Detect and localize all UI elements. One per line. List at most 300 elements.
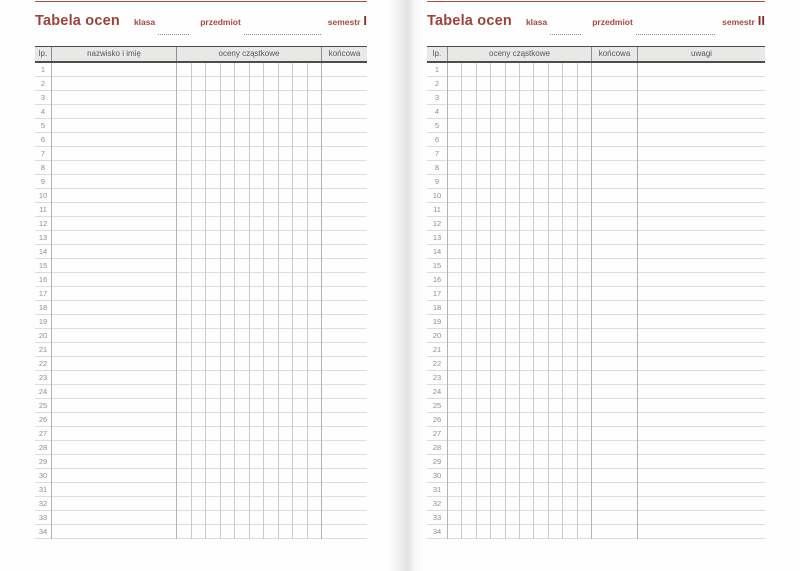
grid-cell	[578, 525, 591, 539]
grid-cell	[177, 119, 191, 133]
grid-cell	[592, 497, 637, 511]
grid-cell	[462, 161, 475, 175]
grid-cell	[221, 133, 235, 147]
grid-cell	[520, 469, 533, 483]
grid-cell	[308, 511, 322, 525]
grade-subcolumn	[292, 63, 307, 539]
grid-cell	[592, 147, 637, 161]
grid-cell	[638, 273, 765, 287]
grid-cell	[264, 413, 278, 427]
grade-subcolumn	[307, 63, 322, 539]
grid-cell	[592, 217, 637, 231]
row-number-cell: 17	[35, 287, 51, 301]
grid-cell	[264, 357, 278, 371]
grade-subcolumn	[505, 63, 519, 539]
row-number-cell: 34	[427, 525, 447, 539]
grade-subcolumn	[490, 63, 504, 539]
grid-cell	[177, 427, 191, 441]
grid-cell	[235, 133, 249, 147]
page-left	[35, 0, 367, 571]
grid-cell	[506, 301, 519, 315]
grid-cell	[192, 343, 206, 357]
grid-cell	[462, 217, 475, 231]
row-number-cell: 1	[35, 63, 51, 77]
grid-cell	[279, 245, 293, 259]
grid-cell	[638, 77, 765, 91]
row-number-cell: 28	[427, 441, 447, 455]
grid-cell	[448, 469, 461, 483]
page-title: Tabela ocen	[35, 13, 120, 29]
grid-cell	[638, 385, 765, 399]
grid-cell	[264, 217, 278, 231]
grid-cell	[52, 441, 176, 455]
grid-cell	[563, 301, 576, 315]
grid-cell	[221, 245, 235, 259]
grid-cell	[578, 469, 591, 483]
grid-cell	[177, 259, 191, 273]
grid-cell	[279, 105, 293, 119]
grid-cell	[520, 343, 533, 357]
grid-cell	[506, 161, 519, 175]
grid-cell	[308, 287, 322, 301]
grid-cell	[563, 329, 576, 343]
grid-cell	[192, 119, 206, 133]
grade-subcolumn	[205, 63, 220, 539]
grid-cell	[221, 357, 235, 371]
grid-cell	[235, 525, 249, 539]
grid-cell	[264, 273, 278, 287]
grid-cell	[52, 371, 176, 385]
grid-cell	[308, 315, 322, 329]
column-name	[51, 63, 176, 539]
grid-cell	[52, 427, 176, 441]
grid-cell	[506, 105, 519, 119]
grid-cell	[520, 105, 533, 119]
grid-cell	[52, 105, 176, 119]
grid-cell	[308, 77, 322, 91]
grid-cell	[221, 385, 235, 399]
grid-cell	[177, 511, 191, 525]
grid-cell	[308, 525, 322, 539]
grid-cell	[322, 189, 367, 203]
grid-cell	[534, 413, 547, 427]
grid-cell	[563, 105, 576, 119]
grid-cell	[279, 287, 293, 301]
grid-cell	[235, 413, 249, 427]
grid-cell	[206, 441, 220, 455]
row-number-cell: 25	[427, 399, 447, 413]
grid-cell	[638, 175, 765, 189]
grid-cell	[549, 119, 562, 133]
grid-cell	[250, 91, 264, 105]
grid-cell	[448, 343, 461, 357]
grid-cell	[293, 259, 307, 273]
grade-subcolumn	[177, 63, 191, 539]
grid-cell	[308, 301, 322, 315]
grid-cell	[293, 147, 307, 161]
grid-cell	[491, 371, 504, 385]
grid-cell	[250, 273, 264, 287]
grid-cell	[592, 105, 637, 119]
grid-cell	[477, 441, 490, 455]
grid-cell	[264, 525, 278, 539]
grid-cell	[563, 175, 576, 189]
grid-cell	[462, 371, 475, 385]
grid-cell	[462, 259, 475, 273]
grid-cell	[506, 371, 519, 385]
grid-cell	[221, 161, 235, 175]
grid-cell	[462, 315, 475, 329]
grid-cell	[192, 91, 206, 105]
grid-cell	[322, 455, 367, 469]
grid-cell	[448, 301, 461, 315]
grid-cell	[52, 525, 176, 539]
grid-cell	[563, 203, 576, 217]
grid-cell	[549, 497, 562, 511]
grid-cell	[462, 287, 475, 301]
grid-cell	[250, 147, 264, 161]
grid-cell	[52, 385, 176, 399]
grid-cell	[491, 301, 504, 315]
grid-cell	[477, 427, 490, 441]
grid-cell	[638, 511, 765, 525]
grid-cell	[506, 133, 519, 147]
grid-cell	[638, 525, 765, 539]
grid-cell	[322, 399, 367, 413]
grid-cell	[638, 427, 765, 441]
grid-cell	[549, 133, 562, 147]
grid-cell	[221, 189, 235, 203]
grid-cell	[221, 343, 235, 357]
grid-cell	[462, 497, 475, 511]
grid-cell	[563, 483, 576, 497]
row-number-cell: 30	[427, 469, 447, 483]
grid-cell	[477, 413, 490, 427]
grid-cell	[52, 217, 176, 231]
grid-cell	[206, 315, 220, 329]
grid-cell	[308, 371, 322, 385]
grid-cell	[221, 511, 235, 525]
grid-cell	[52, 287, 176, 301]
grid-cell	[520, 217, 533, 231]
grid-cell	[192, 245, 206, 259]
grid-cell	[177, 343, 191, 357]
class-label: klasa	[525, 17, 548, 27]
grid-cell	[506, 343, 519, 357]
grid-cell	[308, 203, 322, 217]
grid-cell	[322, 273, 367, 287]
grid-cell	[462, 77, 475, 91]
grid-cell	[250, 245, 264, 259]
grade-subcolumn	[249, 63, 264, 539]
grid-cell	[477, 371, 490, 385]
grid-cell	[308, 63, 322, 77]
grid-cell	[206, 175, 220, 189]
grid-cell	[578, 329, 591, 343]
grid-cell	[206, 203, 220, 217]
grid-cell	[221, 231, 235, 245]
grid-cell	[578, 161, 591, 175]
grid-cell	[52, 231, 176, 245]
grid-cell	[563, 119, 576, 133]
grid-cell	[206, 119, 220, 133]
grade-subcolumn	[519, 63, 533, 539]
grid-cell	[549, 385, 562, 399]
grid-cell	[592, 427, 637, 441]
grid-cell	[534, 287, 547, 301]
grid-cell	[52, 483, 176, 497]
semester-numeral: I	[363, 13, 367, 28]
grid-cell	[638, 161, 765, 175]
grid-cell	[322, 119, 367, 133]
grid-cell	[491, 119, 504, 133]
grid-cell	[520, 259, 533, 273]
subject-fill-in-line	[244, 34, 321, 35]
grid-cell	[549, 413, 562, 427]
grid-cell	[322, 357, 367, 371]
grid-cell	[308, 329, 322, 343]
grid-cell	[638, 245, 765, 259]
grid-cell	[264, 483, 278, 497]
grid-cell	[206, 329, 220, 343]
grid-cell	[221, 119, 235, 133]
grid-cell	[293, 273, 307, 287]
grid-cell	[549, 287, 562, 301]
grid-cell	[506, 469, 519, 483]
grid-cell	[308, 245, 322, 259]
grid-cell	[592, 161, 637, 175]
grid-cell	[235, 427, 249, 441]
grid-cell	[52, 455, 176, 469]
grid-cell	[578, 245, 591, 259]
grid-cell	[250, 343, 264, 357]
grid-cell	[448, 315, 461, 329]
grid-cell	[491, 189, 504, 203]
grid-cell	[563, 259, 576, 273]
grid-cell	[534, 133, 547, 147]
row-number-cell: 33	[427, 511, 447, 525]
grade-subcolumn	[191, 63, 206, 539]
grid-cell	[250, 259, 264, 273]
grid-cell	[578, 343, 591, 357]
row-number-cell: 8	[427, 161, 447, 175]
grid-cell	[250, 133, 264, 147]
grid-cell	[592, 63, 637, 77]
grid-cell	[563, 357, 576, 371]
grid-cell	[563, 399, 576, 413]
grid-cell	[592, 175, 637, 189]
grid-cell	[264, 343, 278, 357]
row-number-cell: 27	[35, 427, 51, 441]
grid-cell	[578, 385, 591, 399]
grid-cell	[264, 399, 278, 413]
row-number-cell: 31	[35, 483, 51, 497]
grid-cell	[578, 105, 591, 119]
grid-cell	[534, 259, 547, 273]
row-number-cell: 11	[427, 203, 447, 217]
row-number-cell: 1	[427, 63, 447, 77]
grid-cell	[221, 273, 235, 287]
grid-cell	[549, 77, 562, 91]
grid-cell	[462, 189, 475, 203]
grid-cell	[308, 441, 322, 455]
grid-cell	[563, 245, 576, 259]
grid-cell	[235, 301, 249, 315]
grid-cell	[177, 203, 191, 217]
grid-cell	[221, 371, 235, 385]
grid-cell	[578, 371, 591, 385]
grid-cell	[293, 343, 307, 357]
grid-cell	[206, 161, 220, 175]
grade-subcolumn	[263, 63, 278, 539]
grid-cell	[177, 497, 191, 511]
grid-cell	[534, 161, 547, 175]
row-number-cell: 15	[427, 259, 447, 273]
grid-cell	[462, 245, 475, 259]
grid-cell	[477, 329, 490, 343]
grid-cell	[563, 287, 576, 301]
grid-cell	[322, 175, 367, 189]
grid-cell	[592, 273, 637, 287]
grade-subcolumn	[476, 63, 490, 539]
grid-cell	[177, 357, 191, 371]
grid-cell	[477, 77, 490, 91]
grid-cell	[177, 189, 191, 203]
grid-cell	[491, 497, 504, 511]
grid-cell	[52, 301, 176, 315]
grid-cell	[506, 147, 519, 161]
grid-cell	[250, 287, 264, 301]
grid-cell	[448, 189, 461, 203]
grid-cell	[462, 231, 475, 245]
grid-cell	[462, 483, 475, 497]
grid-cell	[192, 203, 206, 217]
grid-cell	[448, 231, 461, 245]
grid-cell	[192, 189, 206, 203]
grid-cell	[308, 273, 322, 287]
grid-cell	[192, 385, 206, 399]
grid-cell	[221, 301, 235, 315]
grid-cell	[491, 91, 504, 105]
grid-cell	[448, 441, 461, 455]
grid-cell	[308, 483, 322, 497]
grid-cell	[477, 63, 490, 77]
grid-cell	[477, 315, 490, 329]
grid-cell	[477, 147, 490, 161]
grid-cell	[192, 315, 206, 329]
grid-cell	[177, 77, 191, 91]
grid-cell	[293, 329, 307, 343]
row-number-cell: 4	[35, 105, 51, 119]
grid-cell	[477, 231, 490, 245]
grid-cell	[578, 77, 591, 91]
grid-cell	[279, 511, 293, 525]
grid-cell	[293, 413, 307, 427]
grid-cell	[520, 511, 533, 525]
row-number-cell: 16	[427, 273, 447, 287]
row-number-cell: 18	[427, 301, 447, 315]
grid-cell	[506, 357, 519, 371]
grid-cell	[534, 469, 547, 483]
grid-cell	[293, 427, 307, 441]
grid-cell	[563, 231, 576, 245]
grid-cell	[250, 371, 264, 385]
grid-cell	[462, 357, 475, 371]
grid-cell	[293, 231, 307, 245]
grid-cell	[520, 147, 533, 161]
grid-cell	[638, 413, 765, 427]
grid-cell	[578, 287, 591, 301]
grid-cell	[264, 469, 278, 483]
column-final	[591, 63, 637, 539]
top-accent-rule	[427, 1, 765, 2]
row-number-cell: 2	[35, 77, 51, 91]
grid-cell	[322, 63, 367, 77]
grid-cell	[506, 189, 519, 203]
grid-cell	[279, 175, 293, 189]
grid-cell	[206, 385, 220, 399]
grid-cell	[250, 455, 264, 469]
grid-cell	[177, 301, 191, 315]
grid-cell	[206, 497, 220, 511]
grid-cell	[578, 273, 591, 287]
grid-cell	[264, 511, 278, 525]
grid-cell	[206, 357, 220, 371]
grid-cell	[221, 483, 235, 497]
row-number-cell: 10	[35, 189, 51, 203]
grid-cell	[308, 427, 322, 441]
grid-cell	[221, 413, 235, 427]
grid-cell	[192, 301, 206, 315]
grid-cell	[206, 483, 220, 497]
grid-cell	[506, 385, 519, 399]
grid-cell	[235, 273, 249, 287]
grid-cell	[52, 399, 176, 413]
grid-cell	[506, 77, 519, 91]
grid-cell	[578, 441, 591, 455]
table-header-row	[35, 46, 367, 63]
row-number-cell: 9	[35, 175, 51, 189]
grid-cell	[322, 525, 367, 539]
grid-cell	[322, 203, 367, 217]
grid-cell	[52, 189, 176, 203]
column-header-final: końcowa	[591, 47, 637, 61]
grid-cell	[578, 455, 591, 469]
grid-cell	[520, 399, 533, 413]
grid-cell	[638, 483, 765, 497]
page-header	[35, 13, 367, 38]
grid-cell	[462, 399, 475, 413]
row-number-cell: 28	[35, 441, 51, 455]
grid-cell	[549, 301, 562, 315]
grid-cell	[448, 525, 461, 539]
grid-cell	[462, 119, 475, 133]
grid-cell	[177, 287, 191, 301]
row-number-cell: 25	[35, 399, 51, 413]
row-number-cell: 27	[427, 427, 447, 441]
grid-cell	[462, 105, 475, 119]
grid-cell	[477, 469, 490, 483]
column-uwagi	[637, 63, 765, 539]
grid-cell	[491, 511, 504, 525]
grid-cell	[264, 427, 278, 441]
grid-cell	[520, 231, 533, 245]
grid-cell	[563, 91, 576, 105]
grid-cell	[638, 329, 765, 343]
grid-cell	[477, 525, 490, 539]
grid-cell	[549, 175, 562, 189]
grid-cell	[491, 147, 504, 161]
